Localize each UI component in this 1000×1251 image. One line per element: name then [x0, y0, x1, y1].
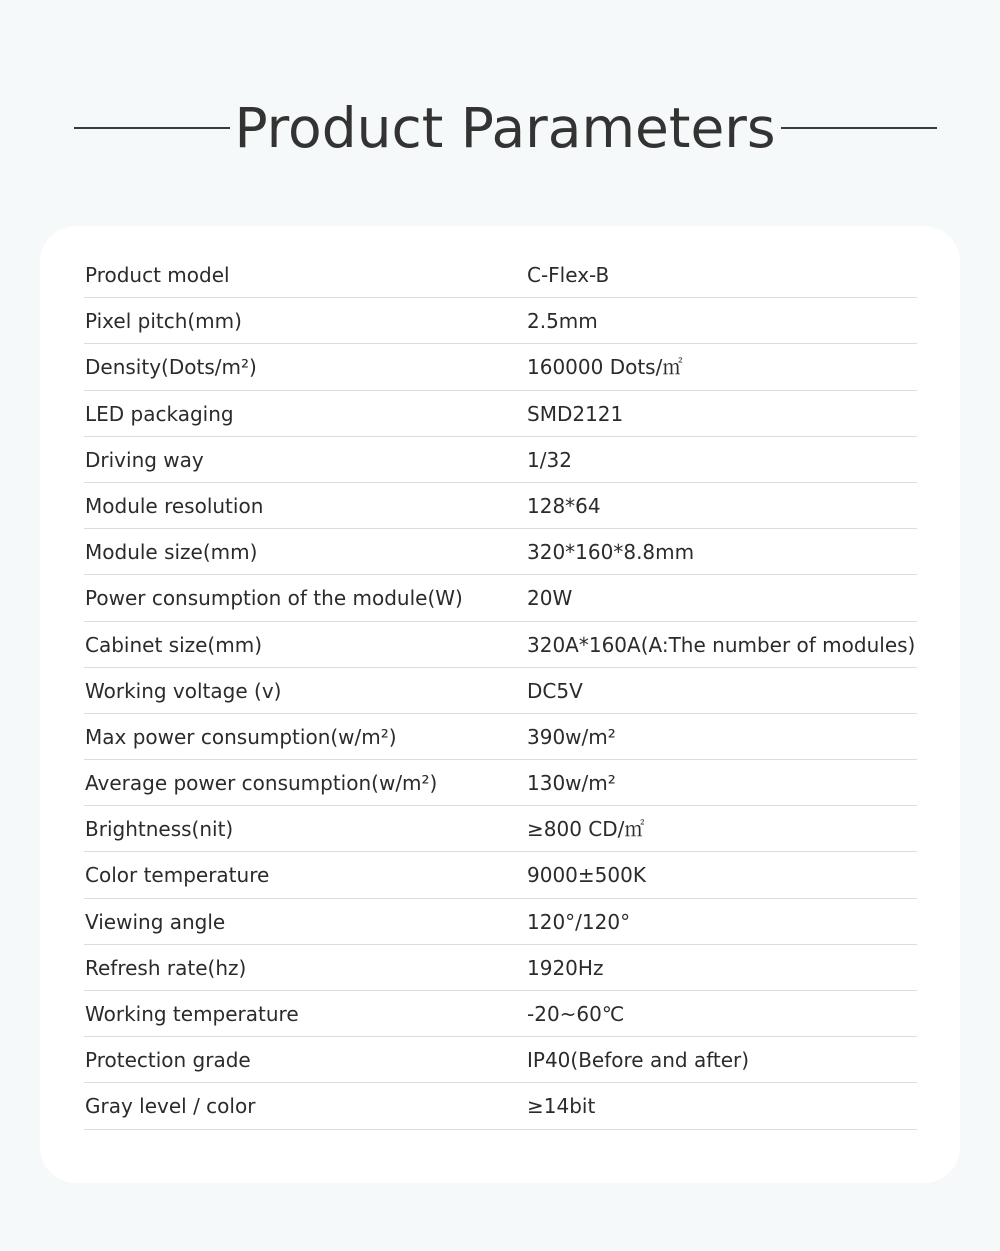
parameter-row [84, 437, 917, 483]
parameter-label: Product model [85, 263, 230, 287]
parameter-value: 390w/m² [527, 724, 616, 749]
parameter-label: Module size(mm) [85, 540, 258, 565]
parameters-table [84, 252, 917, 1130]
parameter-label: Density(Dots/m²) [85, 355, 257, 380]
parameter-value: 20W [527, 586, 573, 611]
parameter-label: Module resolution [85, 493, 264, 518]
parameter-value: 130w/m² [527, 771, 616, 796]
parameter-value: IP40(Before and after) [527, 1048, 750, 1073]
parameter-label: Cabinet size(mm) [85, 632, 263, 657]
parameter-label: Refresh rate(hz) [85, 955, 247, 980]
parameter-value: 2.5mm [527, 309, 598, 334]
parameter-row [84, 344, 917, 390]
parameter-row [84, 391, 917, 437]
parameter-label: Average power consumption(w/m²) [85, 771, 438, 796]
parameter-row [84, 1037, 917, 1083]
title-divider-right [781, 127, 937, 129]
parameter-row [84, 252, 917, 298]
parameter-label: Driving way [85, 447, 204, 472]
parameter-row [84, 483, 917, 529]
parameter-label: Brightness(nit) [85, 817, 234, 842]
parameter-row [84, 575, 917, 621]
parameter-value: 128*64 [527, 493, 601, 518]
parameter-label: Max power consumption(w/m²) [85, 724, 397, 749]
parameter-value: 9000±500K [527, 863, 646, 888]
parameter-value: -20~60℃ [527, 1002, 625, 1026]
parameter-row [84, 806, 917, 852]
parameter-row [84, 1083, 917, 1129]
parameter-row [84, 760, 917, 806]
parameter-value: 1/32 [527, 447, 572, 472]
parameter-row [84, 852, 917, 898]
parameter-row [84, 714, 917, 760]
parameter-row [84, 899, 917, 945]
parameter-label: Working temperature [85, 1002, 299, 1026]
parameter-row [84, 991, 917, 1037]
parameter-value: DC5V [527, 678, 583, 703]
parameter-value: 320*160*8.8mm [527, 540, 695, 565]
title-divider-left [74, 127, 230, 129]
parameter-label: Gray level / color [85, 1094, 256, 1119]
parameter-value: 160000 Dots/㎡ [527, 355, 683, 380]
parameter-label: Protection grade [85, 1048, 251, 1073]
parameter-label: Working voltage (v) [85, 678, 282, 703]
parameter-label: Power consumption of the module(W) [85, 586, 463, 611]
parameter-label: Viewing angle [85, 909, 226, 934]
parameter-row [84, 668, 917, 714]
parameter-value: 120°/120° [527, 909, 631, 934]
parameter-value: 1920Hz [527, 955, 604, 980]
parameter-row [84, 622, 917, 668]
parameter-row [84, 529, 917, 575]
parameter-label: Pixel pitch(mm) [85, 309, 242, 334]
parameter-value: ≥800 CD/㎡ [527, 817, 645, 842]
parameter-row [84, 298, 917, 344]
parameter-value: SMD2121 [527, 401, 624, 426]
parameter-label: LED packaging [85, 401, 234, 426]
parameter-value: C-Flex-B [527, 263, 610, 287]
parameter-row [84, 945, 917, 991]
page-title: Product Parameters [234, 96, 776, 160]
parameter-value: ≥14bit [527, 1094, 596, 1119]
page-header [0, 88, 1000, 168]
parameter-value: 320A*160A(A:The number of modules) [527, 632, 916, 657]
parameter-label: Color temperature [85, 863, 270, 888]
